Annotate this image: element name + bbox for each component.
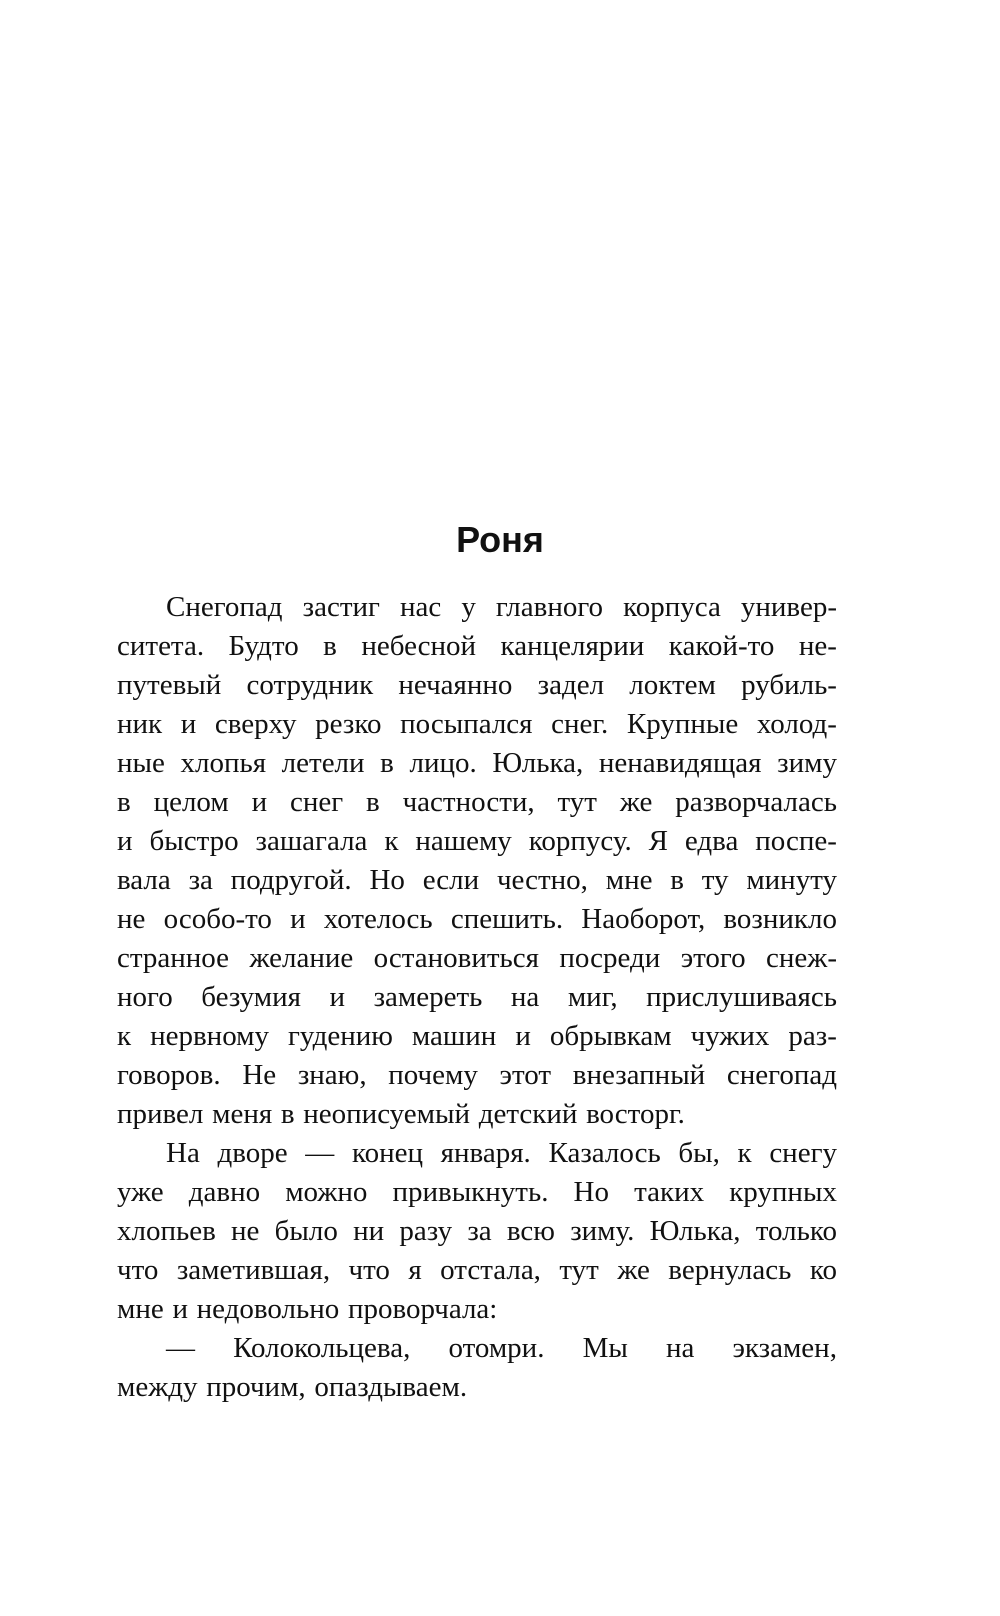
text-line (117, 705, 837, 744)
word: задел (537, 669, 605, 701)
word: Юлька, (492, 747, 584, 779)
word: за (188, 864, 213, 896)
word: спешить. (450, 903, 564, 935)
word: в (117, 786, 131, 818)
word: и (251, 786, 268, 818)
text-line (117, 666, 837, 705)
word: нервному (150, 1020, 269, 1052)
word: замереть (373, 981, 483, 1013)
text-line (117, 1329, 837, 1368)
word: хотелось (323, 903, 433, 935)
word: быстро (149, 825, 239, 857)
word: заметившая, (176, 1254, 331, 1286)
word: снегу (769, 1137, 837, 1169)
word: главного (495, 591, 604, 623)
word: корпусу. (528, 825, 632, 857)
text-line (117, 1173, 837, 1212)
body-text (117, 588, 837, 1407)
word: вала (117, 864, 171, 896)
word: лицо. (409, 747, 477, 779)
word: рубиль- (741, 669, 837, 701)
word: нашему (415, 825, 512, 857)
word: и (290, 903, 306, 935)
word: остановиться (373, 942, 539, 974)
word: отстала, (440, 1254, 541, 1286)
word: Наоборот, (581, 903, 706, 935)
word: Но (573, 1176, 609, 1208)
word: желание (249, 942, 354, 974)
word: экзамен, (732, 1332, 837, 1364)
word: гудению (288, 1020, 393, 1052)
word: зиму (777, 747, 837, 779)
word: хлопья (180, 747, 267, 779)
word: внезапный (572, 1059, 706, 1091)
word: же (619, 786, 653, 818)
word: проворчала: (347, 1293, 498, 1325)
word: небесной (361, 630, 477, 662)
word: снегопад (726, 1059, 837, 1091)
word: путевый (117, 669, 222, 701)
word: возникло (723, 903, 837, 935)
word: ные (117, 747, 165, 779)
word: едва (684, 825, 739, 857)
word: к (737, 1137, 752, 1169)
word: неописуемый (303, 1098, 471, 1130)
word: в (366, 786, 380, 818)
word: холод- (756, 708, 837, 740)
word: на (510, 981, 540, 1013)
text-line (117, 900, 837, 939)
word: на (665, 1332, 695, 1364)
word: летели (281, 747, 365, 779)
word: тут (559, 1254, 599, 1286)
word: в (670, 864, 684, 896)
word: этого (680, 942, 746, 974)
text-line (117, 939, 837, 978)
word: поспе- (755, 825, 837, 857)
word: вернулась (668, 1254, 792, 1286)
word: Не (242, 1059, 277, 1091)
word: — (166, 1332, 195, 1364)
text-line (117, 861, 837, 900)
word: за (467, 1215, 492, 1247)
word: снег. (551, 708, 609, 740)
word: Снегопад (166, 591, 283, 623)
word: дворе (217, 1137, 288, 1169)
word: Крупные (626, 708, 739, 740)
word: безумия (201, 981, 301, 1013)
word: тут (557, 786, 597, 818)
word: только (755, 1215, 837, 1247)
word: же (617, 1254, 650, 1286)
text-line (117, 1251, 837, 1290)
chapter-title: Роня (456, 519, 544, 560)
word: крупных (729, 1176, 837, 1208)
text-line (117, 1056, 837, 1095)
word: посыпался (400, 708, 533, 740)
word: мне (605, 864, 653, 896)
word: мне (117, 1293, 164, 1325)
word: универ- (740, 591, 837, 623)
word: всю (506, 1215, 555, 1247)
word: зиму. (570, 1215, 635, 1247)
word: ту (701, 864, 729, 896)
word: что (348, 1254, 390, 1286)
word: посреди (559, 942, 661, 974)
word: и (172, 1293, 188, 1325)
word: прочим, (206, 1371, 306, 1403)
word: между (117, 1371, 198, 1403)
word: и (180, 708, 197, 740)
word: и (329, 981, 346, 1013)
word: минуту (746, 864, 837, 896)
word: корпуса (623, 591, 721, 623)
word: обрывкам (549, 1020, 672, 1052)
word: прислушиваясь (646, 981, 837, 1013)
word: не (117, 903, 146, 935)
word: раз- (788, 1020, 837, 1052)
word: подругой. (230, 864, 352, 896)
word: Но (369, 864, 405, 896)
word: резко (315, 708, 382, 740)
word: Мы (582, 1332, 628, 1364)
word: чужих (690, 1020, 770, 1052)
word: детский (478, 1098, 578, 1130)
word: ненавидящая (598, 747, 762, 779)
word: локтем (629, 669, 716, 701)
word: января. (440, 1137, 531, 1169)
word: привыкнуть. (392, 1176, 549, 1208)
word: отомри. (448, 1332, 545, 1364)
word: миг, (567, 981, 618, 1013)
word: Юлька, (649, 1215, 741, 1247)
word: разворчалась (675, 786, 837, 818)
word: ного (117, 981, 173, 1013)
word: сотрудник (246, 669, 374, 701)
word: знаю, (297, 1059, 367, 1091)
word: в (380, 747, 394, 779)
word: ник (117, 708, 163, 740)
word: если (422, 864, 480, 896)
word: и (515, 1020, 531, 1052)
word: канцелярии (500, 630, 645, 662)
word: особо-то (163, 903, 272, 935)
word: в (280, 1098, 295, 1130)
word: меня (212, 1098, 273, 1130)
word: было (274, 1215, 338, 1247)
text-line (117, 1095, 837, 1134)
text-line (117, 1134, 837, 1173)
word: привел (117, 1098, 204, 1130)
word: Казалось (548, 1137, 661, 1169)
word: честно, (496, 864, 588, 896)
word: снеж- (766, 942, 837, 974)
text-line (117, 1290, 837, 1329)
word: что (117, 1254, 159, 1286)
word: в (323, 630, 337, 662)
word: и (117, 825, 133, 857)
word: давно (188, 1176, 261, 1208)
text-line (117, 1368, 837, 1407)
word: странное (117, 942, 230, 974)
word: этот (499, 1059, 552, 1091)
word: Я (648, 825, 668, 857)
text-line (117, 627, 837, 666)
word: нечаянно (398, 669, 513, 701)
word: недовольно (196, 1293, 340, 1325)
word: у (461, 591, 476, 623)
word: конец (351, 1137, 423, 1169)
word: к (117, 1020, 132, 1052)
word: зашагала (255, 825, 368, 857)
word: Будто (228, 630, 299, 662)
word: можно (285, 1176, 368, 1208)
word: — (305, 1137, 335, 1169)
word: ни (353, 1215, 385, 1247)
word: не- (798, 630, 837, 662)
text-line (117, 822, 837, 861)
word: частности, (402, 786, 535, 818)
word: ситета. (117, 630, 205, 662)
word: уже (117, 1176, 164, 1208)
word: почему (388, 1059, 478, 1091)
word: Колокольцева, (233, 1332, 411, 1364)
word: ко (809, 1254, 837, 1286)
text-line (117, 744, 837, 783)
word: опаздываем. (314, 1371, 468, 1403)
text-line (117, 783, 837, 822)
word: говоров. (117, 1059, 221, 1091)
word: машин (411, 1020, 497, 1052)
word: не (231, 1215, 260, 1247)
word: На (166, 1137, 200, 1169)
word: таких (634, 1176, 705, 1208)
word: я (408, 1254, 422, 1286)
word: нас (399, 591, 442, 623)
word: восторг. (586, 1098, 685, 1130)
word: целом (153, 786, 229, 818)
word: бы, (678, 1137, 720, 1169)
word: разу (399, 1215, 453, 1247)
word: застиг (302, 591, 380, 623)
word: хлопьев (117, 1215, 216, 1247)
word: какой-то (668, 630, 775, 662)
text-line (117, 978, 837, 1017)
text-line (117, 1017, 837, 1056)
text-line (117, 588, 837, 627)
word: снег (289, 786, 344, 818)
word: к (384, 825, 399, 857)
text-line (117, 1212, 837, 1251)
word: сверху (214, 708, 297, 740)
